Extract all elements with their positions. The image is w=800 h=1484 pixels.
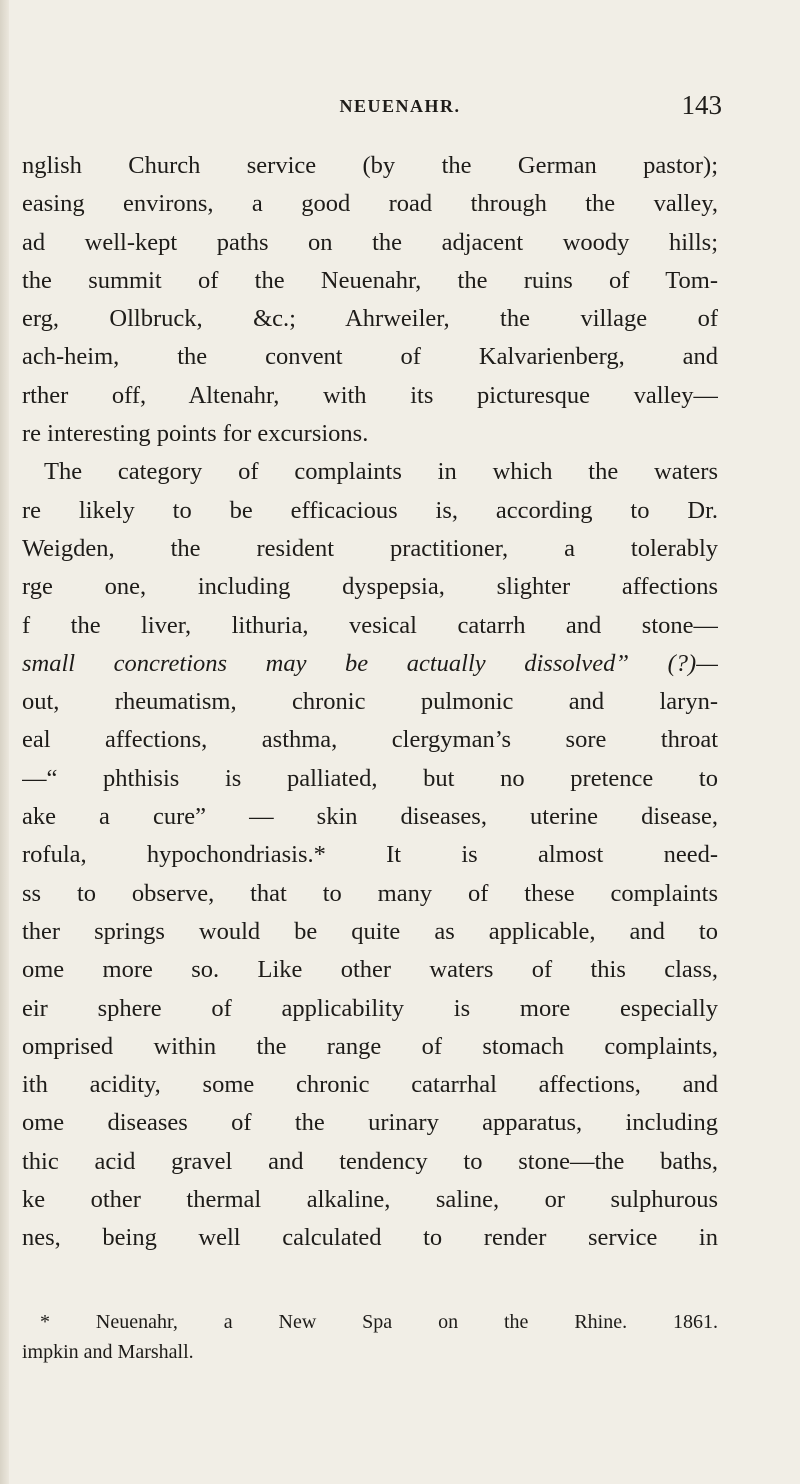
text-line: ome diseases of the urinary apparatus, including bbox=[22, 1109, 718, 1137]
body-text bbox=[22, 147, 718, 1258]
text-line: out, rheumatism, chronic pulmonic and laryn- bbox=[22, 688, 718, 716]
text-line: eir sphere of applicability is more especially bbox=[22, 994, 718, 1022]
page-number: 143 bbox=[681, 90, 722, 120]
page-gutter-edge bbox=[0, 0, 9, 1484]
text-line: ss to observe, that to many of these complaints bbox=[22, 879, 718, 907]
text-line: erg, Ollbruck, &c.; Ahrweiler, the village of bbox=[22, 305, 718, 333]
text-line: ith acidity, some chronic catarrhal affections, and bbox=[22, 1071, 718, 1099]
text-line: rther off, Altenahr, with its picturesque valley— bbox=[22, 381, 718, 409]
text-line: f the liver, lithuria, vesical catarrh and stone— bbox=[22, 611, 718, 639]
text-line: Weigden, the resident practitioner, a tolerably bbox=[22, 534, 718, 562]
text-line: ome more so. Like other waters of this class, bbox=[22, 956, 718, 984]
text-line: re interesting points for excursions. bbox=[22, 420, 369, 448]
text-line: easing environs, a good road through the valley, bbox=[22, 190, 718, 218]
text-line: The category of complaints in which the waters bbox=[44, 458, 718, 486]
text-line: the summit of the Neuenahr, the ruins of Tom- bbox=[22, 266, 718, 294]
text-line: ke other thermal alkaline, saline, or sulphurous bbox=[22, 1186, 718, 1214]
running-head bbox=[0, 92, 800, 122]
footnote-line: impkin and Marshall. bbox=[22, 1341, 194, 1363]
text-line: eal affections, asthma, clergyman’s sore throat bbox=[22, 726, 718, 754]
footnote bbox=[22, 1307, 718, 1367]
text-line: rofula, hypochondriasis.* It is almost need- bbox=[22, 841, 718, 869]
text-line: nglish Church service (by the German pastor); bbox=[22, 152, 718, 179]
text-line: nes, being well calculated to render service in bbox=[22, 1224, 718, 1252]
footnote-line: * Neuenahr, a New Spa on the Rhine. 1861. bbox=[40, 1311, 718, 1333]
text-line: rge one, including dyspepsia, slighter affections bbox=[22, 573, 718, 601]
text-line: —“ phthisis is palliated, but no pretence to bbox=[22, 764, 718, 792]
text-line: ther springs would be quite as applicable, and to bbox=[22, 917, 718, 945]
text-line: ach-heim, the convent of Kalvarienberg, and bbox=[22, 343, 718, 371]
text-line: small concretions may be actually dissolved” (?)— bbox=[22, 649, 718, 677]
text-line: re likely to be efficacious is, according to Dr. bbox=[22, 496, 718, 524]
text-line: thic acid gravel and tendency to stone—the baths, bbox=[22, 1147, 718, 1175]
text-line: ad well-kept paths on the adjacent woody hills; bbox=[22, 228, 718, 256]
text-line: omprised within the range of stomach complaints, bbox=[22, 1032, 718, 1060]
running-title: NEUENAHR. bbox=[339, 96, 461, 116]
text-line: ake a cure” — skin diseases, uterine disease, bbox=[22, 803, 718, 831]
